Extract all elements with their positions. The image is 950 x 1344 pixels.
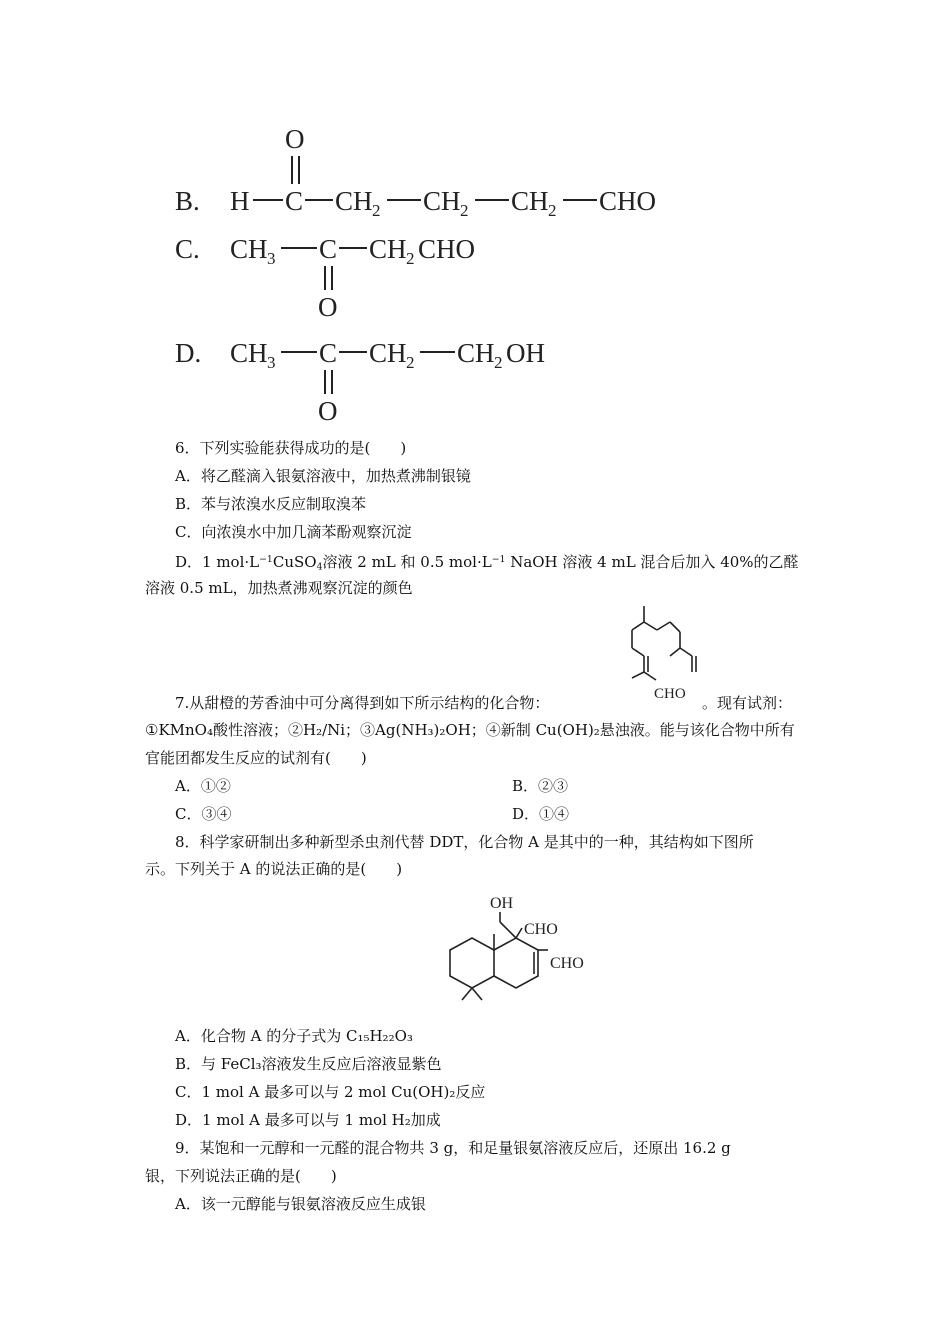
q8-cho-right: CHO [550, 955, 584, 972]
option-d-sub2-2: 2 [494, 353, 503, 372]
option-b-ch2-3: CH [511, 186, 549, 216]
option-b-c: C [285, 186, 304, 216]
q6-option-a: A．将乙醛滴入银氨溶液中，加热煮沸制银镜 [175, 467, 471, 485]
option-c-structure [175, 226, 695, 326]
option-c-cho: CHO [418, 234, 476, 264]
q6-d-sup2: −1 [491, 554, 506, 565]
q7-stem-2: 。现有试剂： [702, 694, 793, 712]
q7-line-2: ①KMnO₄酸性溶液；②H₂/Ni；③Ag(NH₃)₂OH；④新制 Cu(OH)₂悬浊液。能与该化合物中所有 [145, 721, 795, 739]
q7-structure [622, 604, 712, 704]
option-b-ch2-1: CH [335, 186, 373, 216]
option-b-cho: CHO [599, 186, 657, 216]
q8-structure [410, 888, 590, 1018]
q6-option-b: B．苯与浓溴水反应制取溴苯 [175, 495, 367, 513]
option-b-structure [175, 124, 695, 224]
q7-option-c: C．③④ [175, 805, 232, 823]
q7-option-d: D．①④ [512, 805, 570, 823]
option-c-oxygen: O [318, 292, 338, 322]
option-d-ch2-2: CH [457, 338, 495, 368]
option-d-structure [175, 330, 695, 430]
option-b-structure-drawing [175, 124, 695, 224]
option-d-sub2-1: 2 [406, 353, 415, 372]
option-b-h: H [230, 186, 250, 216]
option-b-sub-3: 2 [548, 201, 557, 220]
option-b-oxygen: O [285, 124, 305, 154]
q7-structure-drawing [622, 604, 712, 704]
option-d-oh: OH [506, 338, 545, 368]
option-c-sub2: 2 [406, 249, 415, 268]
option-c-c: C [319, 234, 338, 264]
option-d-sub3: 3 [267, 353, 276, 372]
option-b-ch2-2: CH [423, 186, 461, 216]
q9-stem-1: 9．某饱和一元醇和一元醛的混合物共 3 g，和足量银氨溶液反应后，还原出 16.2 g [175, 1139, 731, 1157]
q8-structure-drawing [410, 888, 590, 1018]
q9-option-a: A．该一元醇能与银氨溶液反应生成银 [175, 1195, 426, 1213]
option-c-ch3: CH [230, 234, 268, 264]
option-c-structure-drawing [175, 226, 695, 326]
q6-d-sub4: 4 [316, 561, 323, 573]
q7-stem-1: 7.从甜橙的芳香油中可分离得到如下所示结构的化合物： [175, 694, 550, 712]
option-d-ch3: CH [230, 338, 268, 368]
q7-line-3: 官能团都发生反应的试剂有( ) [145, 749, 367, 767]
q7-option-b: B．②③ [512, 777, 569, 795]
q6-d-part3: 溶液 2 mL 和 0.5 mol·L [322, 553, 492, 572]
q6-d-part1: D．1 mol·L [175, 553, 260, 572]
q6-d-part4: NaOH 溶液 4 mL 混合后加入 40%的乙醛 [505, 553, 799, 572]
option-d-c: C [319, 338, 338, 368]
q6-option-d [175, 550, 799, 577]
option-c-ch2: CH [369, 234, 407, 264]
q6-option-c: C．向浓溴水中加几滴苯酚观察沉淀 [175, 523, 412, 541]
q8-option-d: D．1 mol A 最多可以与 1 mol H₂加成 [175, 1111, 441, 1129]
option-d-label: D. [175, 338, 202, 368]
option-b-sub-2: 2 [460, 201, 469, 220]
q8-option-a: A．化合物 A 的分子式为 C₁₅H₂₂O₃ [175, 1027, 413, 1045]
option-b-sub-1: 2 [372, 201, 381, 220]
q8-oh: OH [490, 895, 514, 912]
q8-option-c: C．1 mol A 最多可以与 2 mol Cu(OH)₂反应 [175, 1083, 486, 1101]
q7-cho: CHO [654, 686, 686, 702]
q7-option-a: A．①② [175, 777, 231, 795]
option-d-ch2-1: CH [369, 338, 407, 368]
q6-d-sup1: −1 [259, 554, 273, 565]
q8-option-b: B．与 FeCl₃溶液发生反应后溶液显紫色 [175, 1055, 442, 1073]
option-c-sub3: 3 [267, 249, 276, 268]
q9-stem-2: 银，下列说法正确的是( ) [145, 1167, 337, 1185]
q8-cho-top: CHO [524, 921, 558, 938]
option-d-structure-drawing [175, 330, 695, 430]
q8-stem-2: 示。下列关于 A 的说法正确的是( ) [145, 860, 403, 878]
q6-d-part2: CuSO [272, 553, 317, 572]
option-d-oxygen: O [318, 396, 338, 426]
q6-stem: 6．下列实验能获得成功的是( ) [175, 439, 407, 457]
option-c-label: C. [175, 234, 200, 264]
q6-option-d-cont: 溶液 0.5 mL，加热煮沸观察沉淀的颜色 [145, 579, 413, 597]
q8-stem-1: 8．科学家研制出多种新型杀虫剂代替 DDT，化合物 A 是其中的一种，其结构如下图所 [175, 833, 754, 851]
option-b-label: B. [175, 186, 200, 216]
